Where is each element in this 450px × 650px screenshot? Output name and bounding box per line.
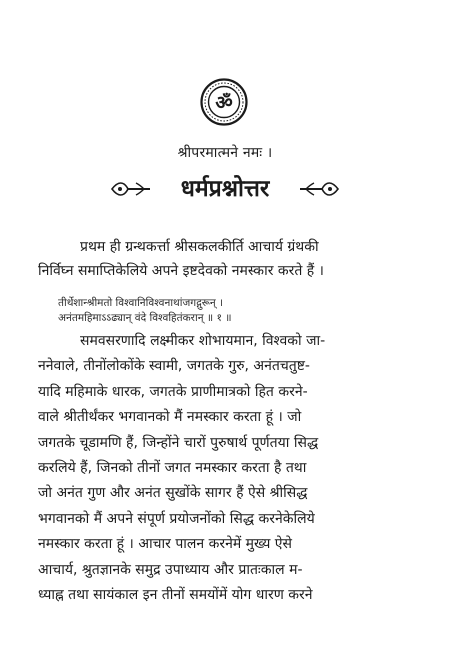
page-title: धर्मप्रश्नोत्तर xyxy=(180,176,270,202)
text-line: आचार्य, श्रुतज्ञानके समुद्र उपाध्याय और प्रातःकाल म- xyxy=(38,561,303,578)
om-icon xyxy=(200,78,248,126)
ornament-right-icon xyxy=(298,175,340,203)
text-line: भगवानको मैं अपने संपूर्ण प्रयोजनोंको सिद्ध करनेकेलिये xyxy=(38,510,315,527)
text-line: ननेवाले, तीनोंलोकोंके स्वामी, जगतके गुरु, अनंतचतुष्ट- xyxy=(38,358,310,375)
sanskrit-verse xyxy=(58,296,418,326)
text-line: जगतके चूडामणि हैं, जिन्होंने चारों पुरुषार्थ पूर्णतया सिद्ध xyxy=(38,434,319,451)
intro-paragraph xyxy=(38,235,418,283)
text-line: समवसरणादि लक्ष्मीकर शोभायमान, विश्वको जा- xyxy=(80,333,326,349)
invocation-line: श्रीपरमात्मने नमः । xyxy=(177,145,273,161)
text-line: प्रथम ही ग्रन्थकर्त्ता श्रीसकलकीर्ति आचार्य ग्रंथकी xyxy=(80,239,319,255)
verse-line: तीर्थेशान्श्रीमतो विश्वानिविश्वनाथांजगद्गुरून् । xyxy=(58,297,224,309)
text-line: करलिये हैं, जिनको तीनों जगत नमस्कार करता है तथा xyxy=(38,460,307,477)
text-line: जो अनंत गुण और अनंत सुखोंके सागर हैं ऐसे श्रीसिद्ध xyxy=(38,485,308,502)
om-emblem xyxy=(200,78,248,126)
title-row xyxy=(110,171,340,207)
text-line: नमस्कार करता हूं । आचार पालन करनेमें मुख्य ऐसे xyxy=(38,536,293,553)
ornament-left-icon xyxy=(110,175,152,203)
text-line: वाले श्रीतीर्थंकर भगवानको मैं नमस्कार करता हूं । जो xyxy=(38,409,302,426)
text-line: निर्विघ्न समाप्तिकेलिये अपने इष्टदेवको नमस्कार करते हैं । xyxy=(38,263,324,279)
om-glyph: ॐ xyxy=(215,92,233,114)
commentary-paragraph xyxy=(38,329,418,608)
text-line: ध्याह्न तथा सायंकाल इन तीनों समयोंमें योग धारण करने xyxy=(38,587,313,604)
text-line: यादि महिमाके धारक, जगतके प्राणीमात्रको हित करने- xyxy=(38,383,308,400)
verse-line: अनंतमहिमाऽऽढ्यान् वंदे विश्वहितंकरान् ॥ १ ॥ xyxy=(58,312,232,324)
